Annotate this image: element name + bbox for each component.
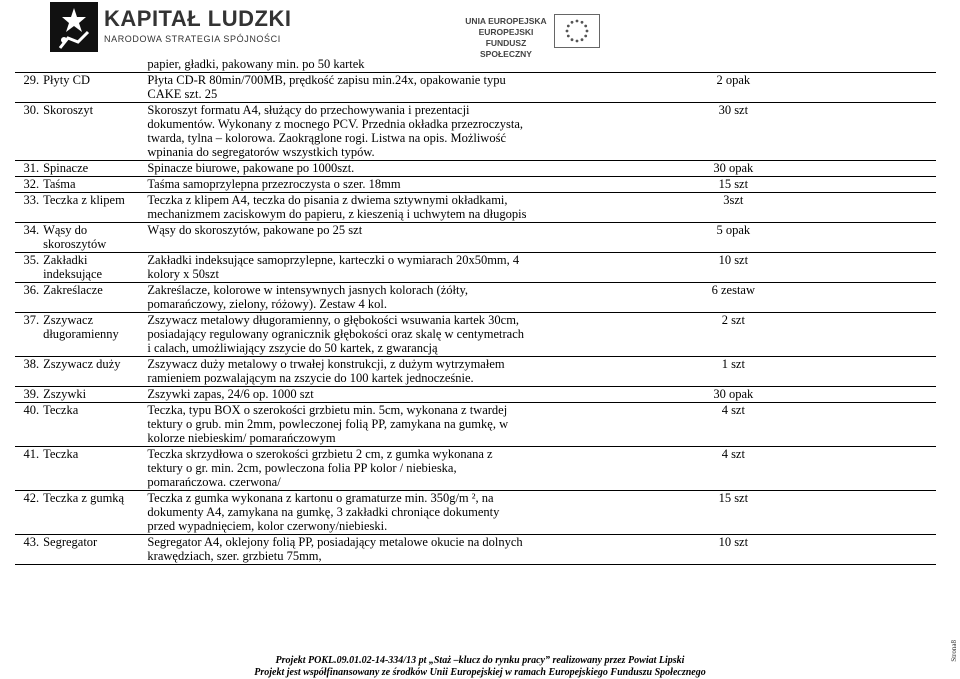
item-quantity: 2 opak (531, 73, 936, 103)
table-row (15, 283, 936, 313)
item-quantity: 4 szt (531, 403, 936, 447)
page-header (0, 0, 960, 60)
row-number: 33. (15, 193, 41, 223)
footer-line1: Projekt POKL.09.01.02-14-334/13 pt „Staż –klucz do rynku pracy” realizowany przez Powiat Lipski (275, 655, 685, 666)
item-quantity: 3szt (531, 193, 936, 223)
item-quantity: 30 szt (531, 103, 936, 161)
item-name: Zakreślacze (41, 283, 145, 313)
item-description: Teczka skrzydłowa o szerokości grzbietu 2 cm, z gumka wykonana z tektury o gr. min. 2cm, powleczona folia PP kolor / niebieska, pomarańczowa. czerwona/ (145, 447, 530, 491)
row-number: 36. (15, 283, 41, 313)
item-quantity: 10 szt (531, 253, 936, 283)
item-quantity: 5 opak (531, 223, 936, 253)
item-quantity: 1 szt (531, 357, 936, 387)
table-row (15, 223, 936, 253)
table-row (15, 161, 936, 177)
item-quantity: 4 szt (531, 447, 936, 491)
item-name: Spinacze (41, 161, 145, 177)
item-name: Teczka z klipem (41, 193, 145, 223)
item-quantity: 30 opak (531, 161, 936, 177)
item-quantity: 6 zestaw (531, 283, 936, 313)
item-description: Teczka, typu BOX o szerokości grzbietu min. 5cm, wykonana z twardej tektury o grub. min 2mm, powleczonej folią PP, zamykana na gumkę, w kolorze niebieskim/ pomarańczowym (145, 403, 530, 447)
item-name: Wąsy do skoroszytów (41, 223, 145, 253)
table-row (15, 403, 936, 447)
kapital-ludzki-text (104, 6, 291, 44)
row-number: 38. (15, 357, 41, 387)
row-number: 30. (15, 103, 41, 161)
table-row (15, 103, 936, 161)
item-quantity: 10 szt (531, 535, 936, 565)
item-quantity: 15 szt (531, 177, 936, 193)
item-name: Zszywki (41, 387, 145, 403)
item-name: Skoroszyt (41, 103, 145, 161)
table-row (15, 535, 936, 565)
table-row (15, 177, 936, 193)
item-name: Płyty CD (41, 73, 145, 103)
item-description: Spinacze biurowe, pakowane po 1000szt. (145, 161, 530, 177)
table-row (15, 73, 936, 103)
table-row (15, 357, 936, 387)
row-number: 43. (15, 535, 41, 565)
item-description: Zakładki indeksujące samoprzylepne, karteczki o wymiarach 20x50mm, 4 kolory x 50szt (145, 253, 530, 283)
items-table-body (15, 57, 936, 565)
table-row (15, 313, 936, 357)
item-quantity (531, 57, 936, 73)
table-row (15, 491, 936, 535)
eu-line2: EUROPEJSKI (478, 27, 534, 37)
item-name (41, 57, 145, 73)
row-number: 41. (15, 447, 41, 491)
item-description: Segregator A4, oklejony folią PP, posiadający metalowe okucie na dolnych krawędziach, szer. grzbietu 75mm, (145, 535, 530, 565)
item-quantity: 15 szt (531, 491, 936, 535)
item-description: Skoroszyt formatu A4, służący do przechowywania i prezentacji dokumentów. Wykonany z mocnego PCV. Przednia okładka przezroczysta, twarda, tylna – kolorowa. Zaokrąglone rogi. Listwa na opis. Możliwość wpinania do segregatorów wszystkich typów. (145, 103, 530, 161)
row-number (15, 57, 41, 73)
table-row (15, 193, 936, 223)
table-row (15, 387, 936, 403)
row-number: 35. (15, 253, 41, 283)
item-description: Zakreślacze, kolorowe w intensywnych jasnych kolorach (żółty, pomarańczowy, zielony, różowy). Zestaw 4 kol. (145, 283, 530, 313)
item-description: Zszywacz duży metalowy o trwałej konstrukcji, z dużym wytrzymałem ramieniem pozwalającym na zszycie do 100 kartek jednocześnie. (145, 357, 530, 387)
item-name: Teczka (41, 447, 145, 491)
item-description: papier, gładki, pakowany min. po 50 kartek (145, 57, 530, 73)
row-number: 29. (15, 73, 41, 103)
kl-title: KAPITAŁ LUDZKI (104, 6, 292, 31)
item-description: Teczka z gumka wykonana z kartonu o gramaturze min. 350g/m ², na dokumenty A4, zamykana na gumkę, 3 zakładki chroniące dokumenty przed wypadnięciem, kolor czerwony/niebieski. (145, 491, 530, 535)
items-table (15, 57, 936, 565)
item-name: Zszywacz długoramienny (41, 313, 145, 357)
kapital-ludzki-logo (50, 2, 98, 52)
table-row (15, 253, 936, 283)
eu-line1: UNIA EUROPEJSKA (465, 16, 547, 26)
item-description: Zszywacz metalowy długoramienny, o głębokości wsuwania kartek 30cm, posiadający regulowany ogranicznik głębokości oraz skalę w centymetrach i calach, umożliwiający zszycie do 50 kartek, z gwarancją (145, 313, 530, 357)
row-number: 42. (15, 491, 41, 535)
row-number: 34. (15, 223, 41, 253)
eu-line3: FUNDUSZ SPOŁECZNY (480, 38, 532, 59)
item-quantity: 2 szt (531, 313, 936, 357)
row-number: 39. (15, 387, 41, 403)
item-description: Zszywki zapas, 24/6 op. 1000 szt (145, 387, 530, 403)
table-row (15, 447, 936, 491)
eu-flag-icon (554, 14, 600, 48)
item-name: Teczka z gumką (41, 491, 145, 535)
item-description: Wąsy do skoroszytów, pakowane po 25 szt (145, 223, 530, 253)
page-number: Strona8 (950, 640, 958, 662)
item-quantity: 30 opak (531, 387, 936, 403)
row-number: 32. (15, 177, 41, 193)
item-name: Zakładki indeksujące (41, 253, 145, 283)
table-row (15, 57, 936, 73)
kl-subtitle: NARODOWA STRATEGIA SPÓJNOŚCI (104, 34, 281, 44)
row-number: 31. (15, 161, 41, 177)
row-number: 40. (15, 403, 41, 447)
item-name: Taśma (41, 177, 145, 193)
row-number: 37. (15, 313, 41, 357)
eu-text (462, 16, 550, 60)
item-description: Płyta CD-R 80min/700MB, prędkość zapisu min.24x, opakowanie typu CAKE szt. 25 (145, 73, 530, 103)
item-name: Zszywacz duży (41, 357, 145, 387)
item-name: Teczka (41, 403, 145, 447)
item-description: Taśma samoprzylepna przezroczysta o szer. 18mm (145, 177, 530, 193)
page-footer (0, 655, 960, 679)
item-name: Segregator (41, 535, 145, 565)
footer-line2: Projekt jest współfinansowany ze środków Unii Europejskiej w ramach Europejskiego Funduszu Społecznego (254, 667, 706, 678)
item-description: Teczka z klipem A4, teczka do pisania z dwiema sztywnymi okładkami, mechanizmem zaciskowym do papieru, z kieszenią i uchwytem na długopis (145, 193, 530, 223)
